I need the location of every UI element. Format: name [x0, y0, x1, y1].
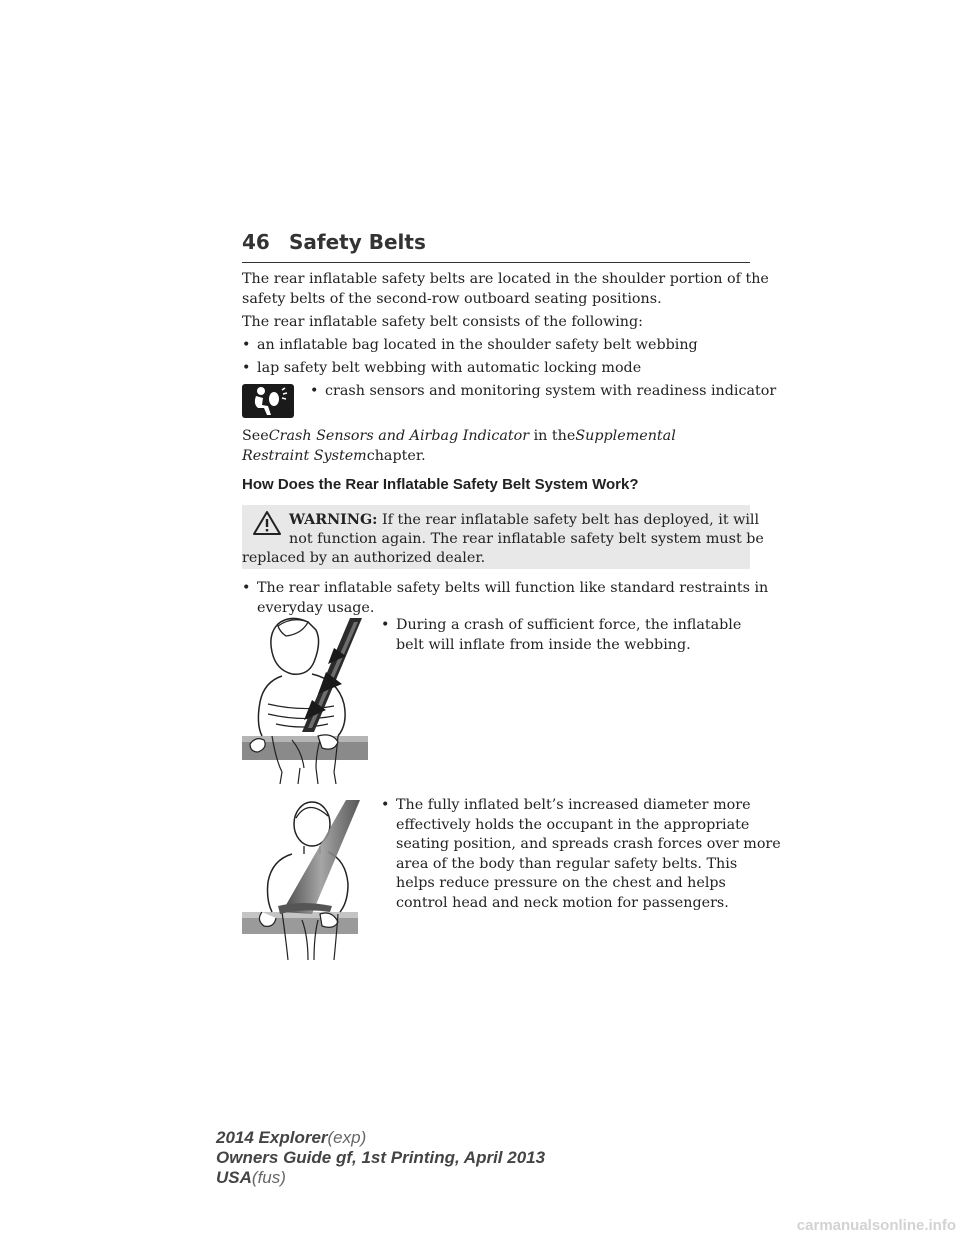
inflated-belt-illustration	[242, 796, 368, 960]
document-footer: 2014 Explorer(exp) Owners Guide gf, 1st Printing, April 2013 USA(fus)	[216, 1128, 546, 1187]
inflating-belt-illustration	[242, 612, 368, 784]
intro-paragraph	[242, 270, 769, 309]
intro-line-1: The rear inflatable safety belts are located in the shoulder portion of the	[242, 271, 769, 287]
reference-crash-sensors: Crash Sensors and Airbag Indicator	[268, 428, 530, 444]
warning-triangle-icon	[253, 510, 281, 536]
intro-line-2: safety belts of the second-row outboard seating positions.	[242, 290, 662, 307]
page-number: 46	[242, 230, 270, 254]
warning-line-1: WARNING: If the rear inflatable safety belt has deployed, it will	[289, 512, 760, 528]
warning-line-2: not function again. The rear inflatable safety belt system must be	[289, 531, 764, 547]
list-item: • The fully inflated belt’s increased diameter more effectively holds the occupant in the appropriate seating position, and spreads crash forces over more area of the body than regular safety belts. This helps reduce pressure on the chest and helps control head and neck motion for passengers.	[381, 797, 781, 911]
list-item: • The rear inflatable safety belts will function like standard restraints in everyday usage.	[242, 580, 769, 616]
see-reference: SeeCrash Sensors and Airbag Indicator in theSupplemental Restraint Systemchapter.	[242, 428, 676, 464]
watermark: carmanualsonline.info	[796, 1217, 956, 1234]
page-header	[242, 230, 750, 263]
components-intro: The rear inflatable safety belt consists of the following:	[242, 314, 643, 330]
list-item: • During a crash of sufficient force, the inflatable belt will inflate from inside the webbing.	[381, 617, 742, 653]
warning-label: WARNING:	[289, 512, 378, 528]
chapter-title: Safety Belts	[289, 230, 426, 254]
airbag-icon	[242, 384, 294, 418]
warning-line-3: replaced by an authorized dealer.	[242, 550, 486, 566]
footer-market: USA	[216, 1168, 252, 1187]
warning-box	[242, 505, 764, 569]
section-title: How Does the Rear Inflatable Safety Belt System Work?	[242, 476, 639, 493]
footer-model: 2014 Explorer	[216, 1128, 328, 1147]
footer-guide: Owners Guide gf, 1st Printing, April 2013	[216, 1148, 546, 1167]
reference-restraint-system: Restraint System	[242, 447, 367, 464]
